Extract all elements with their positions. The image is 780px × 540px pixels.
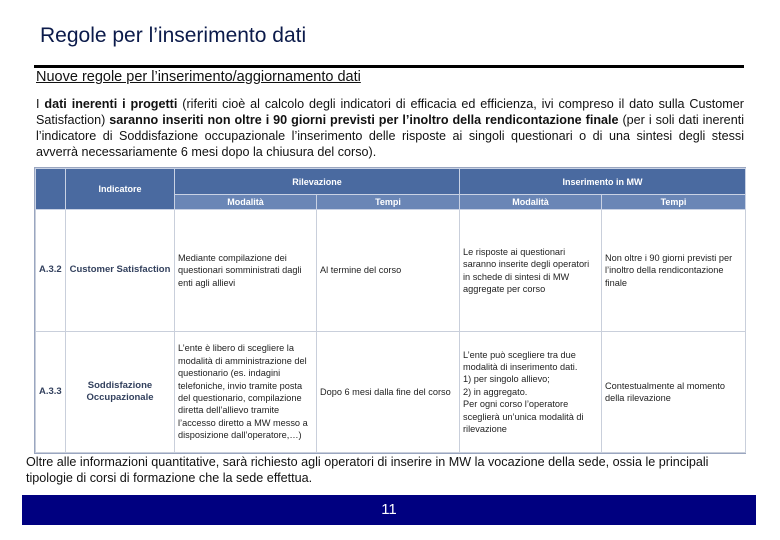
intro-text-1: I [36,97,45,111]
header-blank [36,169,66,210]
row-ins-modalita: L’ente può scegliere tra due modalità di inserimento dati. 1) per singolo allievo; 2) in aggregato. Per ogni corso l’operatore sceglierà un’unica modalità di rilevazione [460,332,602,453]
row-indicator: Customer Satisfaction [66,210,175,332]
header-ril-modalita: Modalità [175,195,317,210]
row-indicator: Soddisfazione Occupazionale [66,332,175,453]
intro-bold-2: saranno inseriti non oltre i 90 giorni previsti per l’inoltro della rendicontazione finale [109,113,619,127]
row-code: A.3.2 [36,210,66,332]
header-inserimento: Inserimento in MW [460,169,746,195]
row-ril-modalita: L’ente è libero di scegliere la modalità di amministrazione del questionario (es. indagini telefoniche, invio tramite posta del questionario, compilazione diretta dell’allievo tramite l’accesso diretto a MW messo a disposizione dall’operatore,…) [175,332,317,453]
rules-table [34,167,746,454]
intro-paragraph [36,96,744,160]
closing-paragraph: Oltre alle informazioni quantitative, sarà richiesto agli operatori di inserire in MW la vocazione della sede, ossia le principali tipologie di corsi di formazione che la sede effettua. [26,455,709,485]
title-divider [34,65,744,68]
table-row [36,210,746,332]
table-row [36,332,746,453]
header-rilevazione: Rilevazione [175,169,460,195]
slide-title: Regole per l’inserimento dati [40,24,307,47]
intro-text-2: (riferiti cioè al calcolo degli indicatori di efficacia ed efficienza, ivi compreso il dato sulla Customer Satisfaction) [36,97,744,127]
footer-bar [22,495,756,525]
header-ril-tempi: Tempi [317,195,460,210]
row-ril-tempi: Dopo 6 mesi dalla fine del corso [317,332,460,453]
header-ins-tempi: Tempi [602,195,746,210]
intro-bold-1: dati inerenti i progetti [44,97,178,111]
row-ril-modalita: Mediante compilazione dei questionari somministrati dagli enti agli allievi [175,210,317,332]
row-ins-tempi: Non oltre i 90 giorni previsti per l’inoltro della rendicontazione finale [602,210,746,332]
page-number: 11 [381,501,397,518]
row-ins-tempi: Contestualmente al momento della rilevazione [602,332,746,453]
row-ril-tempi: Al termine del corso [317,210,460,332]
row-ins-modalita: Le risposte ai questionari saranno inserite degli operatori in schede di sintesi di MW aggregate per corso [460,210,602,332]
intro-text-3: (per i soli dati inerenti l’indicatore di Soddisfazione occupazionale l’inserimento delle risposte ai singoli questionari o di una sintesi degli stessi avverrà necessariamente 6 mesi dopo la chiusura del corso). [36,113,744,159]
row-code: A.3.3 [36,332,66,453]
header-ins-modalita: Modalità [460,195,602,210]
header-indicatore: Indicatore [66,169,175,210]
slide-subtitle: Nuove regole per l’inserimento/aggiornamento dati [36,69,361,85]
